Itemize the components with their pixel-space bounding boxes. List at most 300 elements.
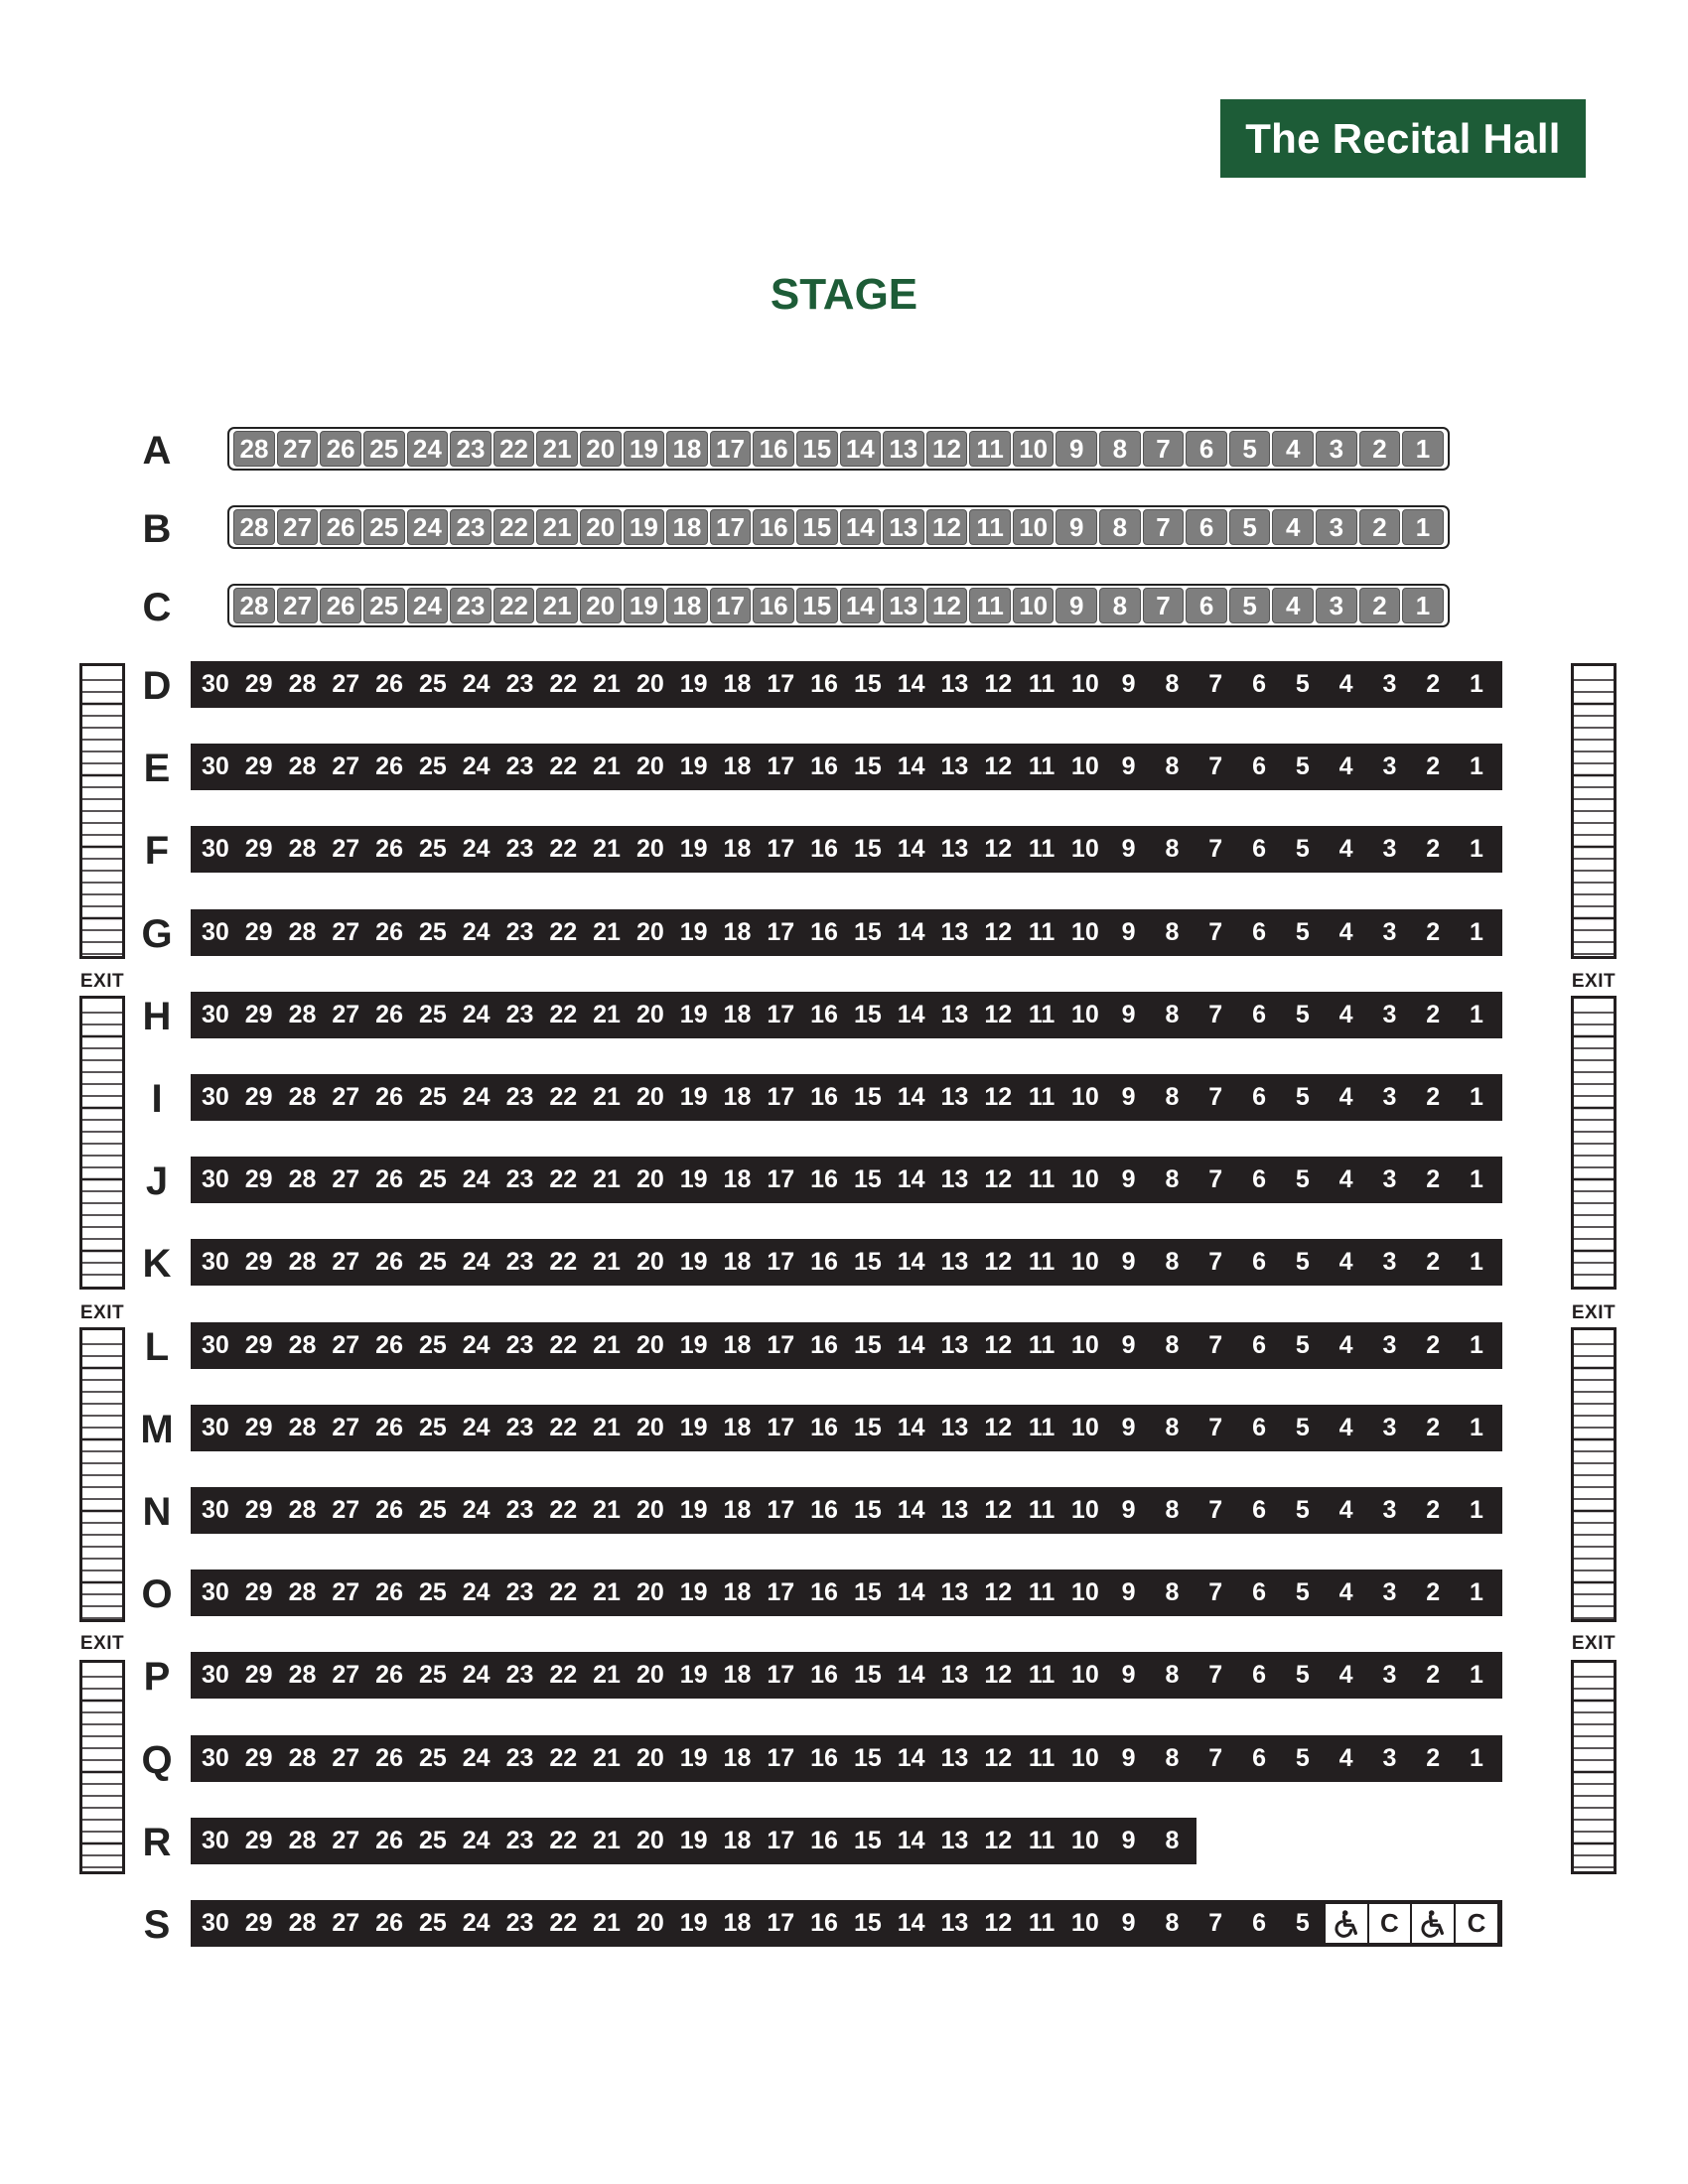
seat[interactable]: 20: [635, 918, 664, 946]
seat[interactable]: 21: [593, 752, 621, 780]
seat[interactable]: 29: [244, 835, 273, 863]
seat[interactable]: 18: [723, 1248, 752, 1276]
seat[interactable]: 16: [753, 431, 794, 467]
seat[interactable]: 20: [580, 431, 622, 467]
seat[interactable]: 21: [593, 1578, 621, 1606]
seat[interactable]: 8: [1165, 1414, 1180, 1441]
seat[interactable]: 25: [418, 1165, 447, 1193]
seat[interactable]: 11: [969, 588, 1011, 623]
seat[interactable]: 18: [666, 431, 708, 467]
seat[interactable]: 1: [1470, 1083, 1483, 1111]
seat[interactable]: 27: [332, 1165, 360, 1193]
seat[interactable]: 23: [505, 1827, 534, 1854]
seat[interactable]: 19: [679, 1744, 708, 1772]
seat[interactable]: 22: [549, 1083, 578, 1111]
seat[interactable]: 2: [1426, 1661, 1441, 1689]
seat[interactable]: 24: [462, 1661, 491, 1689]
seat[interactable]: 18: [723, 918, 752, 946]
seat[interactable]: 24: [407, 431, 449, 467]
seat[interactable]: 10: [1070, 1001, 1099, 1028]
seat[interactable]: 21: [593, 1661, 621, 1689]
seat[interactable]: 26: [375, 1165, 403, 1193]
seat[interactable]: 10: [1070, 1661, 1099, 1689]
seat[interactable]: 27: [332, 1083, 360, 1111]
seat[interactable]: 23: [505, 1414, 534, 1441]
seat[interactable]: 4: [1338, 1496, 1353, 1524]
seat[interactable]: 26: [375, 1827, 403, 1854]
seat[interactable]: 10: [1070, 1827, 1099, 1854]
seat[interactable]: 18: [666, 588, 708, 623]
seat[interactable]: 18: [723, 1578, 752, 1606]
seat[interactable]: 20: [635, 1827, 664, 1854]
seat[interactable]: 30: [201, 1578, 229, 1606]
seat[interactable]: 21: [593, 1248, 621, 1276]
seat[interactable]: 26: [375, 918, 403, 946]
seat[interactable]: 10: [1013, 588, 1055, 623]
seat[interactable]: 29: [244, 1661, 273, 1689]
seat[interactable]: 17: [767, 1248, 795, 1276]
seat[interactable]: 4: [1338, 918, 1353, 946]
seat[interactable]: 8: [1165, 1744, 1180, 1772]
seat[interactable]: 2: [1426, 752, 1441, 780]
seat[interactable]: 19: [679, 1331, 708, 1359]
seat[interactable]: 28: [288, 1414, 317, 1441]
seat[interactable]: 8: [1099, 509, 1141, 545]
seat[interactable]: 6: [1252, 1909, 1266, 1937]
seat[interactable]: 19: [679, 918, 708, 946]
seat[interactable]: 5: [1295, 1496, 1310, 1524]
seat[interactable]: 8: [1165, 1248, 1180, 1276]
seat[interactable]: 7: [1208, 1661, 1223, 1689]
seat[interactable]: 8: [1165, 1001, 1180, 1028]
seat[interactable]: 3: [1382, 1165, 1397, 1193]
seat[interactable]: 7: [1208, 1083, 1223, 1111]
seat[interactable]: 19: [624, 509, 665, 545]
wheelchair-seat[interactable]: [1411, 1903, 1455, 1944]
seat[interactable]: 13: [883, 588, 924, 623]
seat[interactable]: 5: [1295, 1331, 1310, 1359]
seat[interactable]: 21: [536, 509, 578, 545]
seat[interactable]: 1: [1470, 1496, 1483, 1524]
seat[interactable]: 7: [1208, 670, 1223, 698]
seat[interactable]: 28: [288, 752, 317, 780]
seat[interactable]: 5: [1295, 1744, 1310, 1772]
seat[interactable]: 4: [1272, 588, 1314, 623]
seat[interactable]: 15: [853, 1165, 882, 1193]
seat[interactable]: 21: [536, 431, 578, 467]
seat[interactable]: 5: [1295, 835, 1310, 863]
seat[interactable]: 25: [363, 588, 405, 623]
seat[interactable]: 15: [853, 1744, 882, 1772]
seat[interactable]: 20: [635, 1331, 664, 1359]
seat[interactable]: 12: [984, 835, 1013, 863]
seat[interactable]: 21: [593, 1827, 621, 1854]
seat[interactable]: 12: [926, 509, 968, 545]
seat[interactable]: 18: [723, 1165, 752, 1193]
seat[interactable]: 16: [810, 1661, 838, 1689]
seat[interactable]: 16: [810, 1001, 838, 1028]
seat[interactable]: 24: [462, 1083, 491, 1111]
seat[interactable]: 4: [1272, 509, 1314, 545]
seat[interactable]: 12: [926, 431, 968, 467]
seat[interactable]: 30: [201, 1414, 229, 1441]
seat[interactable]: 30: [201, 1744, 229, 1772]
seat[interactable]: 17: [767, 1165, 795, 1193]
seat[interactable]: 8: [1165, 752, 1180, 780]
seat[interactable]: 13: [940, 752, 969, 780]
seat[interactable]: 20: [635, 670, 664, 698]
seat[interactable]: 21: [593, 1083, 621, 1111]
seat[interactable]: 27: [332, 752, 360, 780]
seat[interactable]: 3: [1382, 1496, 1397, 1524]
seat[interactable]: 6: [1186, 588, 1227, 623]
seat[interactable]: 3: [1316, 509, 1357, 545]
seat[interactable]: 28: [233, 431, 275, 467]
seat[interactable]: 18: [723, 1909, 752, 1937]
seat[interactable]: 23: [505, 1165, 534, 1193]
seat[interactable]: 12: [984, 1248, 1013, 1276]
seat[interactable]: 14: [897, 1331, 925, 1359]
seat[interactable]: 26: [375, 1001, 403, 1028]
seat[interactable]: 29: [244, 1744, 273, 1772]
seat[interactable]: 20: [580, 588, 622, 623]
seat[interactable]: 24: [462, 1744, 491, 1772]
seat[interactable]: 11: [969, 431, 1011, 467]
seat[interactable]: 7: [1208, 1331, 1223, 1359]
seat[interactable]: 4: [1338, 752, 1353, 780]
seat[interactable]: 1: [1470, 918, 1483, 946]
seat[interactable]: 17: [710, 588, 752, 623]
seat[interactable]: 27: [332, 1414, 360, 1441]
seat[interactable]: 29: [244, 1248, 273, 1276]
seat[interactable]: 17: [767, 1414, 795, 1441]
seat[interactable]: 30: [201, 918, 229, 946]
seat[interactable]: 29: [244, 1165, 273, 1193]
seat[interactable]: 5: [1295, 1248, 1310, 1276]
seat[interactable]: 30: [201, 752, 229, 780]
seat[interactable]: 23: [505, 1661, 534, 1689]
seat[interactable]: 7: [1208, 1909, 1223, 1937]
seat[interactable]: 2: [1359, 431, 1401, 467]
seat[interactable]: 27: [277, 588, 319, 623]
seat[interactable]: 11: [1028, 1165, 1055, 1193]
seat[interactable]: 23: [505, 1083, 534, 1111]
seat[interactable]: 29: [244, 1578, 273, 1606]
seat[interactable]: 29: [244, 670, 273, 698]
seat[interactable]: 28: [288, 1661, 317, 1689]
seat[interactable]: 22: [549, 1001, 578, 1028]
seat[interactable]: 15: [853, 1496, 882, 1524]
seat[interactable]: 18: [723, 752, 752, 780]
seat[interactable]: 30: [201, 1083, 229, 1111]
seat[interactable]: 24: [407, 588, 449, 623]
seat[interactable]: 24: [462, 752, 491, 780]
seat[interactable]: 4: [1338, 1578, 1353, 1606]
seat[interactable]: 12: [984, 1083, 1013, 1111]
seat[interactable]: 10: [1070, 1165, 1099, 1193]
seat[interactable]: 21: [593, 1496, 621, 1524]
seat[interactable]: 3: [1316, 588, 1357, 623]
seat[interactable]: 30: [201, 670, 229, 698]
seat[interactable]: 19: [679, 1248, 708, 1276]
seat[interactable]: 15: [853, 1909, 882, 1937]
seat[interactable]: 9: [1121, 918, 1136, 946]
seat[interactable]: 4: [1338, 1331, 1353, 1359]
seat[interactable]: 21: [593, 1165, 621, 1193]
seat[interactable]: 27: [332, 670, 360, 698]
seat[interactable]: 26: [375, 1414, 403, 1441]
seat[interactable]: 13: [940, 1496, 969, 1524]
seat[interactable]: 22: [549, 1331, 578, 1359]
seat[interactable]: 3: [1382, 1248, 1397, 1276]
seat[interactable]: 14: [897, 1827, 925, 1854]
seat[interactable]: 19: [624, 588, 665, 623]
seat[interactable]: 22: [549, 1909, 578, 1937]
seat[interactable]: 2: [1426, 1331, 1441, 1359]
seat[interactable]: 12: [984, 1165, 1013, 1193]
seat[interactable]: 20: [635, 1165, 664, 1193]
seat[interactable]: 10: [1013, 509, 1055, 545]
seat[interactable]: 16: [810, 918, 838, 946]
seat[interactable]: 1: [1470, 835, 1483, 863]
seat[interactable]: 6: [1252, 1331, 1266, 1359]
seat[interactable]: 28: [288, 835, 317, 863]
seat[interactable]: 30: [201, 1909, 229, 1937]
seat[interactable]: 9: [1121, 1001, 1136, 1028]
seat[interactable]: 7: [1143, 588, 1185, 623]
seat[interactable]: 13: [940, 918, 969, 946]
seat[interactable]: 22: [493, 509, 535, 545]
seat[interactable]: 6: [1252, 1001, 1266, 1028]
seat[interactable]: 12: [984, 1744, 1013, 1772]
seat[interactable]: 1: [1470, 1661, 1483, 1689]
seat[interactable]: 21: [593, 835, 621, 863]
seat[interactable]: 28: [288, 1744, 317, 1772]
companion-seat[interactable]: C: [1455, 1903, 1498, 1944]
seat[interactable]: 12: [984, 1496, 1013, 1524]
seat[interactable]: 22: [549, 752, 578, 780]
seat[interactable]: 11: [1028, 1331, 1055, 1359]
seat[interactable]: 16: [810, 1827, 838, 1854]
seat[interactable]: 15: [796, 431, 838, 467]
seat[interactable]: 13: [940, 1909, 969, 1937]
seat[interactable]: 23: [505, 1001, 534, 1028]
seat[interactable]: 25: [363, 431, 405, 467]
seat[interactable]: 6: [1186, 431, 1227, 467]
seat[interactable]: 8: [1165, 670, 1180, 698]
seat[interactable]: 4: [1338, 670, 1353, 698]
seat[interactable]: 15: [796, 509, 838, 545]
seat[interactable]: 23: [505, 835, 534, 863]
seat[interactable]: 6: [1186, 509, 1227, 545]
seat[interactable]: 28: [288, 1083, 317, 1111]
seat[interactable]: 13: [940, 1331, 969, 1359]
seat[interactable]: 17: [767, 1744, 795, 1772]
seat[interactable]: 8: [1165, 1083, 1180, 1111]
seat[interactable]: 26: [375, 1248, 403, 1276]
seat[interactable]: 18: [723, 1414, 752, 1441]
seat[interactable]: 26: [375, 1496, 403, 1524]
seat[interactable]: 25: [418, 918, 447, 946]
seat[interactable]: 27: [277, 509, 319, 545]
seat[interactable]: 2: [1359, 509, 1401, 545]
seat[interactable]: 17: [767, 1827, 795, 1854]
seat[interactable]: 9: [1121, 1414, 1136, 1441]
seat[interactable]: 4: [1272, 431, 1314, 467]
seat[interactable]: 23: [450, 588, 492, 623]
seat[interactable]: 13: [940, 835, 969, 863]
seat[interactable]: 25: [418, 835, 447, 863]
seat[interactable]: 7: [1208, 752, 1223, 780]
seat[interactable]: 5: [1295, 1909, 1310, 1937]
seat[interactable]: 22: [549, 670, 578, 698]
seat[interactable]: 9: [1121, 1165, 1136, 1193]
seat[interactable]: 7: [1208, 835, 1223, 863]
seat[interactable]: 1: [1402, 588, 1444, 623]
seat[interactable]: 17: [767, 1661, 795, 1689]
seat[interactable]: 14: [897, 1578, 925, 1606]
seat[interactable]: 5: [1295, 1661, 1310, 1689]
seat[interactable]: 29: [244, 918, 273, 946]
seat[interactable]: 6: [1252, 1578, 1266, 1606]
seat[interactable]: 16: [810, 1331, 838, 1359]
seat[interactable]: 8: [1165, 1827, 1180, 1854]
seat[interactable]: 14: [897, 1248, 925, 1276]
seat[interactable]: 19: [679, 1496, 708, 1524]
seat[interactable]: 19: [679, 1165, 708, 1193]
seat[interactable]: 10: [1070, 918, 1099, 946]
seat[interactable]: 12: [984, 670, 1013, 698]
seat[interactable]: 10: [1070, 1578, 1099, 1606]
seat[interactable]: 26: [375, 752, 403, 780]
seat[interactable]: 15: [853, 918, 882, 946]
seat[interactable]: 20: [635, 1661, 664, 1689]
seat[interactable]: 2: [1426, 1165, 1441, 1193]
seat[interactable]: 21: [593, 1744, 621, 1772]
seat[interactable]: 25: [418, 1827, 447, 1854]
companion-seat[interactable]: C: [1368, 1903, 1412, 1944]
seat[interactable]: 6: [1252, 1414, 1266, 1441]
seat[interactable]: 17: [767, 835, 795, 863]
seat[interactable]: 11: [1028, 1578, 1055, 1606]
seat[interactable]: 23: [505, 1248, 534, 1276]
seat[interactable]: 12: [984, 1661, 1013, 1689]
seat[interactable]: 8: [1165, 1165, 1180, 1193]
seat[interactable]: 27: [332, 918, 360, 946]
seat[interactable]: 26: [320, 431, 361, 467]
seat[interactable]: 13: [940, 1578, 969, 1606]
seat[interactable]: 8: [1165, 1578, 1180, 1606]
seat[interactable]: 13: [940, 1165, 969, 1193]
seat[interactable]: 27: [332, 1001, 360, 1028]
seat[interactable]: 6: [1252, 835, 1266, 863]
seat[interactable]: 5: [1295, 1414, 1310, 1441]
seat[interactable]: 15: [853, 835, 882, 863]
seat[interactable]: 11: [1028, 1827, 1055, 1854]
wheelchair-seat[interactable]: [1325, 1903, 1368, 1944]
seat[interactable]: 17: [767, 1001, 795, 1028]
seat[interactable]: 8: [1165, 918, 1180, 946]
seat[interactable]: 4: [1338, 1083, 1353, 1111]
seat[interactable]: 13: [940, 1661, 969, 1689]
seat[interactable]: 23: [505, 1331, 534, 1359]
seat[interactable]: 17: [767, 1909, 795, 1937]
seat[interactable]: 11: [1028, 918, 1055, 946]
seat[interactable]: 26: [375, 835, 403, 863]
seat[interactable]: 11: [1028, 1414, 1055, 1441]
seat[interactable]: 15: [853, 752, 882, 780]
seat[interactable]: 25: [418, 1083, 447, 1111]
seat[interactable]: 22: [549, 918, 578, 946]
seat[interactable]: 14: [897, 1165, 925, 1193]
seat[interactable]: 30: [201, 1827, 229, 1854]
seat[interactable]: 13: [940, 1001, 969, 1028]
seat[interactable]: 16: [810, 670, 838, 698]
seat[interactable]: 9: [1121, 1827, 1136, 1854]
seat[interactable]: 14: [897, 1083, 925, 1111]
seat[interactable]: 13: [883, 509, 924, 545]
seat[interactable]: 30: [201, 1496, 229, 1524]
seat[interactable]: 25: [418, 1414, 447, 1441]
seat[interactable]: 14: [840, 509, 882, 545]
seat[interactable]: 19: [679, 1661, 708, 1689]
seat[interactable]: 20: [635, 1248, 664, 1276]
seat[interactable]: 19: [679, 670, 708, 698]
seat[interactable]: 11: [1028, 752, 1055, 780]
seat[interactable]: 8: [1165, 1496, 1180, 1524]
seat[interactable]: 19: [679, 1083, 708, 1111]
seat[interactable]: 10: [1070, 1496, 1099, 1524]
seat[interactable]: 27: [332, 1909, 360, 1937]
seat[interactable]: 1: [1470, 670, 1483, 698]
seat[interactable]: 28: [288, 1827, 317, 1854]
seat[interactable]: 12: [926, 588, 968, 623]
seat[interactable]: 12: [984, 918, 1013, 946]
seat[interactable]: 24: [462, 1496, 491, 1524]
seat[interactable]: 3: [1382, 1578, 1397, 1606]
seat[interactable]: 6: [1252, 1248, 1266, 1276]
seat[interactable]: 25: [418, 1661, 447, 1689]
seat[interactable]: 11: [1028, 835, 1055, 863]
seat[interactable]: 1: [1470, 1248, 1483, 1276]
seat[interactable]: 30: [201, 1248, 229, 1276]
seat[interactable]: 4: [1338, 1414, 1353, 1441]
seat[interactable]: 29: [244, 1331, 273, 1359]
seat[interactable]: 14: [897, 1414, 925, 1441]
seat[interactable]: 17: [767, 670, 795, 698]
seat[interactable]: 1: [1470, 1001, 1483, 1028]
seat[interactable]: 9: [1121, 752, 1136, 780]
seat[interactable]: 12: [984, 1578, 1013, 1606]
seat[interactable]: 18: [666, 509, 708, 545]
seat[interactable]: 13: [883, 431, 924, 467]
seat[interactable]: 19: [679, 835, 708, 863]
seat[interactable]: 3: [1316, 431, 1357, 467]
seat[interactable]: 1: [1470, 1744, 1483, 1772]
seat[interactable]: 3: [1382, 1744, 1397, 1772]
seat[interactable]: 12: [984, 1331, 1013, 1359]
seat[interactable]: 30: [201, 1165, 229, 1193]
seat[interactable]: 7: [1208, 1578, 1223, 1606]
seat[interactable]: 18: [723, 835, 752, 863]
seat[interactable]: 7: [1143, 509, 1185, 545]
seat[interactable]: 4: [1338, 1248, 1353, 1276]
seat[interactable]: 20: [580, 509, 622, 545]
seat[interactable]: 5: [1295, 1165, 1310, 1193]
seat[interactable]: 11: [1028, 1001, 1055, 1028]
seat[interactable]: 16: [810, 835, 838, 863]
seat[interactable]: 22: [549, 1744, 578, 1772]
